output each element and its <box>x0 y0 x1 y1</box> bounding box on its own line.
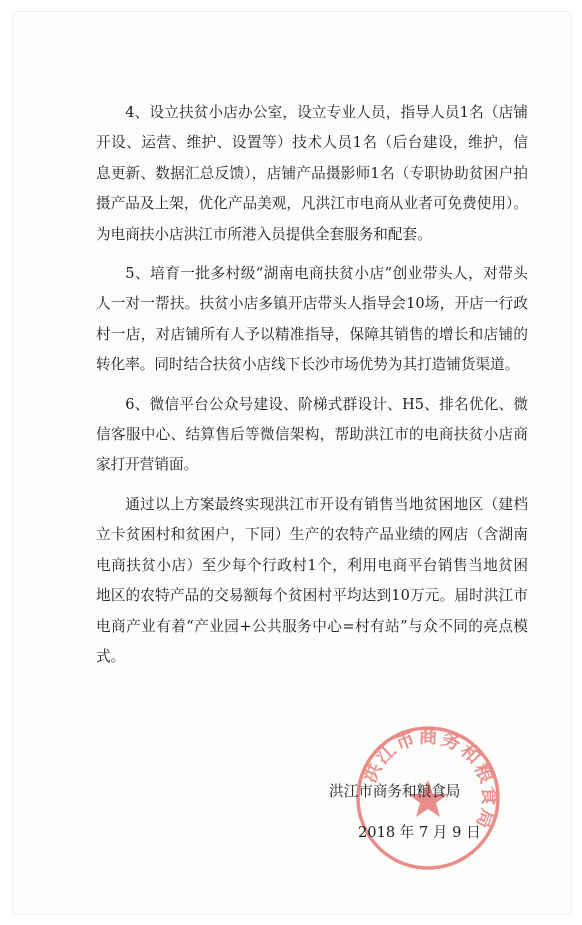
signature-organization: 洪江市商务和粮食局 <box>329 783 461 800</box>
document-body <box>96 98 528 672</box>
paragraph-item-5: 5、培育一批多村级“湖南电商扶贫小店”创业带头人，对带头人一对一帮扶。扶贫小店多镇开店带头人指导会10场，开店一行政村一店，对店铺所有人予以精准指导，保障其销售的增长和店铺的转化率。同时结合扶贫小店线下长沙市场优势为其打造铺货渠道。 <box>96 265 528 374</box>
paragraph-item-4: 4、设立扶贫小店办公室，设立专业人员，指导人员1名（店铺开设、运营、维护、设置等）技术人员1名（后台建设，维护，信息更新、数据汇总反馈），店铺产品摄影师1名（专职协助贫困户拍摄产品及上架，优化产品美观，凡洪江市电商从业者可免费使用）。为电商扶小店洪江市所港入员提供全套服务和配套。 <box>96 104 528 243</box>
paragraph-item-6: 6、微信平台公众号建设、阶梯式群设计、H5、排名优化、微信客服中心、结算售后等微信架构，帮助洪江市的电商扶贫小店商家打开营销面。 <box>96 395 528 474</box>
paragraph-conclusion: 通过以上方案最终实现洪江市开设有销售当地贫困地区（建档立卡贫困村和贫困户，下同）生产的农特产品业绩的网店（含湖南电商扶贫小店）至少每个行政村1个，利用电商平台销售当地贫困地区的农特产品的交易额每个贫困村平均达到10万元。届时洪江市电商产业有着“产业园+公共服务中心=村有站”与众不同的亮点模式。 <box>96 495 528 665</box>
signature-date: 2018 年 7 月 9 日 <box>358 824 481 841</box>
svg-text:洪江市商务和粮食局: 洪江市商务和粮食局 <box>358 725 501 834</box>
